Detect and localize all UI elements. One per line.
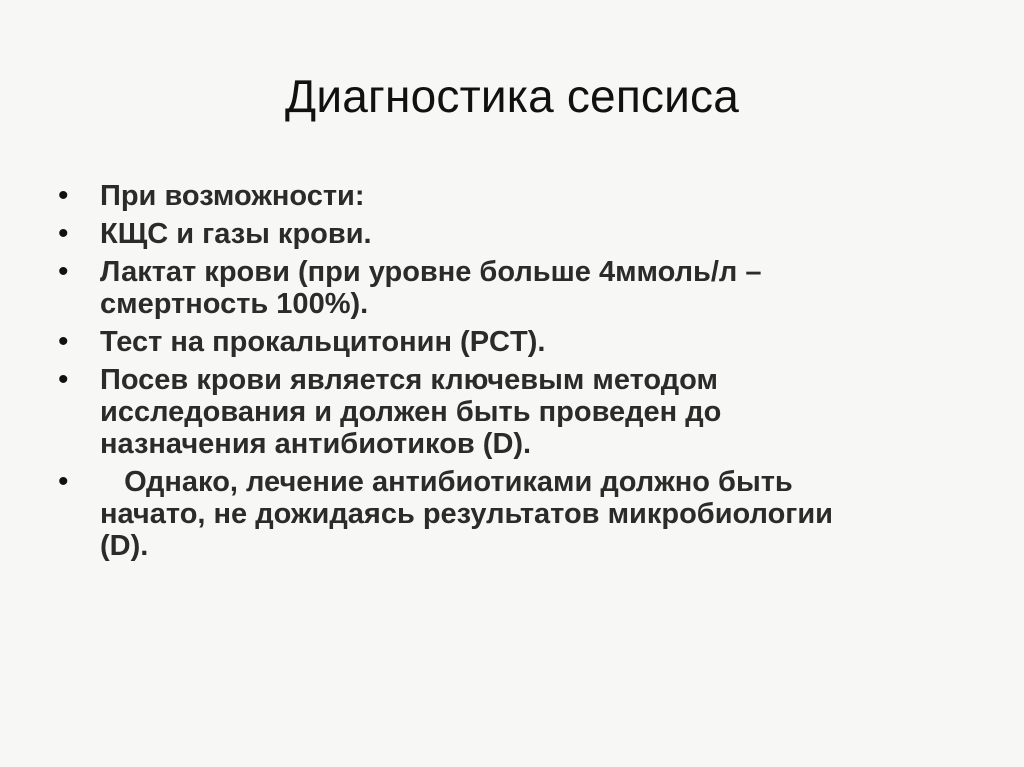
bullet-text: Однако, лечение антибиотиками должно быть начато, не дожидаясь результатов микробиологии (D). [100,466,834,562]
list-item [58,466,958,562]
bullet-icon: • [58,363,69,396]
bullet-icon: • [58,217,69,250]
bullet-text: Лактат крови (при уровне больше 4ммоль/л – смертность 100%). [100,256,762,320]
bullet-icon: • [58,179,69,212]
bullet-text: Посев крови является ключевым методом исследования и должен быть проведен до назначения антибиотиков (D). [100,364,722,460]
list-item [58,364,958,460]
list-item [58,326,958,358]
bullet-text: Тест на прокальцитонин (PCT). [100,326,546,358]
bullet-icon: • [58,465,69,498]
bullet-icon: • [58,325,69,358]
list-item [58,218,958,250]
list-item [58,256,958,320]
bullet-icon: • [58,255,69,288]
slide-title: Диагностика сепсиса [284,70,740,122]
bullet-list [58,180,958,568]
bullet-text: КЩС и газы крови. [100,218,372,250]
list-item [58,180,958,212]
bullet-text: При возможности: [100,180,365,212]
